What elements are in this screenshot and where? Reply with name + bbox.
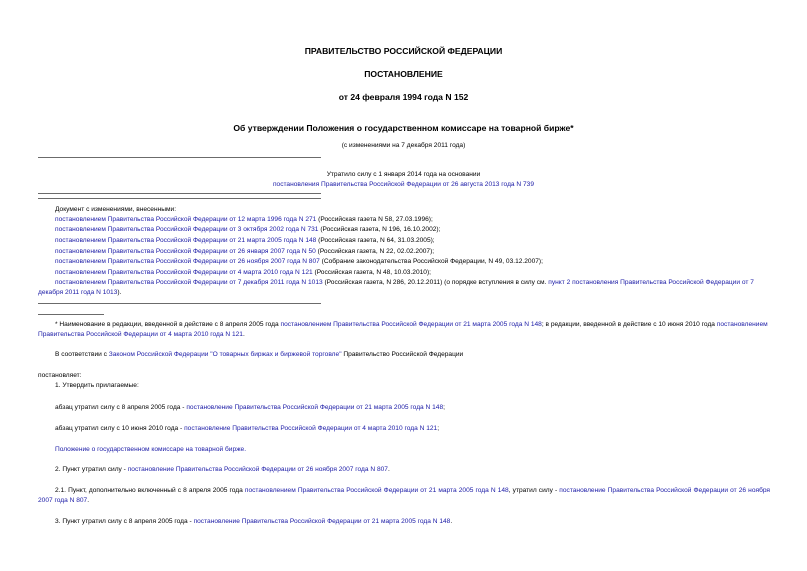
regulation-line (55, 445, 246, 455)
amendment-item (55, 247, 434, 257)
amendments-intro: Документ с изменениями, внесенными: (55, 206, 177, 213)
divider (38, 198, 321, 199)
item-3 (55, 517, 452, 527)
amendment-link[interactable]: постановлением Правительства Российской Федерации от 3 октября 2002 года N 731 (55, 226, 319, 233)
amendment-link[interactable]: постановлением Правительства Российской Федерации от 7 декабря 2011 года N 1013 (55, 279, 323, 286)
amendment-link[interactable]: постановлением Правительства Российской Федерации от 21 марта 2005 года N 148 (55, 237, 317, 244)
repeal-link[interactable]: постановление Правительства Российской Федерации от 21 марта 2005 года N 148 (186, 404, 444, 411)
paragraph-text: ; (437, 425, 440, 432)
preamble-text: Правительство Российской Федерации (341, 351, 464, 358)
amendment-link[interactable]: постановлением Правительства Российской Федерации от 26 ноября 2007 года N 807 (55, 258, 320, 265)
amendment-link[interactable]: постановлением Правительства Российской Федерации от 4 марта 2010 года N 121 (55, 269, 313, 276)
item-text: , утратил силу - (508, 487, 560, 494)
amendment-item (55, 268, 431, 278)
amendment-item (55, 257, 543, 267)
amendment-item (55, 215, 433, 225)
divider (38, 193, 321, 194)
item-text: . (450, 518, 453, 525)
repeal-link[interactable]: постановление Правительства Российской Федерации от 26 ноября 2007 года N 807 (38, 487, 771, 504)
footnote-text: ; в редакции, введенной в действие с 10 июня 2010 года (541, 321, 717, 328)
government-heading: ПРАВИТЕЛЬСТВО РОССИЙСКОЙ ФЕДЕРАЦИИ (304, 46, 503, 56)
document-date-number: от 24 февраля 1994 года N 152 (338, 92, 469, 102)
paragraph-text: абзац утратил силу с 10 июня 2010 года - (55, 425, 185, 432)
paragraph-repealed-1 (55, 403, 445, 413)
law-link[interactable]: Законом Российской Федерации "О товарных биржах и биржевой торговле" (108, 351, 342, 358)
amended-note: (с изменениями на 7 декабря 2011 года) (341, 142, 466, 149)
invalidated-text: Утратило силу с 1 января 2014 года на основании (326, 171, 481, 178)
invalidated-line (0, 180, 807, 190)
item-2 (55, 465, 390, 475)
amendment-note: (Российская газета N 58, 27.03.1996); (316, 216, 433, 223)
footnote-link[interactable]: постановлением Правительства Российской Федерации от 4 марта 2010 года N 121 (38, 321, 768, 338)
amendment-item (55, 225, 440, 235)
paragraph-repealed-2 (55, 424, 439, 434)
divider (38, 303, 321, 304)
footnote-text: . (242, 330, 245, 338)
amendment-note: (Российская газета, N 22, 02.02.2007); (315, 248, 435, 255)
repeal-link[interactable]: постановление Правительства Российской Федерации от 21 марта 2005 года N 148 (193, 518, 451, 525)
item-2-1 (38, 486, 770, 506)
regulation-link[interactable]: Положение о государственном комиссаре на товарной бирже. (55, 446, 247, 453)
amendment-note: (Российская газета, N 286, 20.12.2011) (о порядке вступления в силу см. (322, 279, 549, 286)
amendment-note: (Российская газета, N 196, 16.10.2002); (318, 226, 441, 233)
amendment-link[interactable]: постановлением Правительства Российской Федерации от 12 марта 1996 года N 271 (55, 216, 317, 223)
amendment-link[interactable]: постановлением Правительства Российской Федерации от 26 января 2007 года N 50 (55, 248, 316, 255)
amendment-link[interactable]: постановлением Правительства Российской Федерации от 21 марта 2005 года N 148 (244, 487, 509, 494)
footnote (38, 320, 770, 340)
amendment-note: (Российская газета, N 48, 10.03.2010); (312, 269, 431, 276)
item-text: 2. Пункт утратил силу - (55, 466, 128, 473)
effective-date-link[interactable]: пункт 2 постановления Правительства Российской Федерации от 7 декабря 2011 года N 1013 (38, 279, 754, 296)
invalidated-link[interactable]: постановления Правительства Российской Федерации от 26 августа 2013 года N 739 (272, 181, 535, 188)
footnote-link[interactable]: постановлением Правительства Российской Федерации от 21 марта 2005 года N 148 (280, 321, 542, 328)
amendment-note-end: ). (117, 288, 122, 296)
item-1: 1. Утвердить прилагаемые: (55, 382, 139, 389)
document-type: ПОСТАНОВЛЕНИЕ (364, 69, 443, 79)
footnote-text: * Наименование в редакции, введенной в действие с 8 апреля 2005 года (55, 321, 281, 328)
item-text: . (387, 466, 390, 473)
preamble-text: В соответствии с (55, 351, 109, 358)
amendment-item-last (38, 278, 770, 298)
item-text: 3. Пункт утратил силу с 8 апреля 2005 года - (55, 518, 194, 525)
resolves-text: постановляет: (38, 372, 82, 379)
item-text: . (87, 496, 90, 504)
amendment-item (55, 236, 435, 246)
repeal-link[interactable]: постановление Правительства Российской Федерации от 4 марта 2010 года N 121 (184, 425, 438, 432)
amendment-note: (Российская газета, N 64, 31.03.2005); (316, 237, 435, 244)
item-text: 2.1. Пункт, дополнительно включенный с 8 апреля 2005 года (55, 487, 245, 494)
repeal-link[interactable]: постановление Правительства Российской Федерации от 26 ноября 2007 года N 807 (127, 466, 388, 473)
preamble (55, 350, 463, 360)
paragraph-text: ; (443, 404, 445, 411)
divider (38, 157, 321, 158)
footnote-divider (38, 314, 104, 315)
paragraph-text: абзац утратил силу с 8 апреля 2005 года - (55, 404, 187, 411)
document-title: Об утверждении Положения о государственном комиссаре на товарной бирже* (233, 123, 574, 133)
amendment-note: (Собрание законодательства Российской Федерации, N 49, 03.12.2007); (319, 258, 543, 265)
